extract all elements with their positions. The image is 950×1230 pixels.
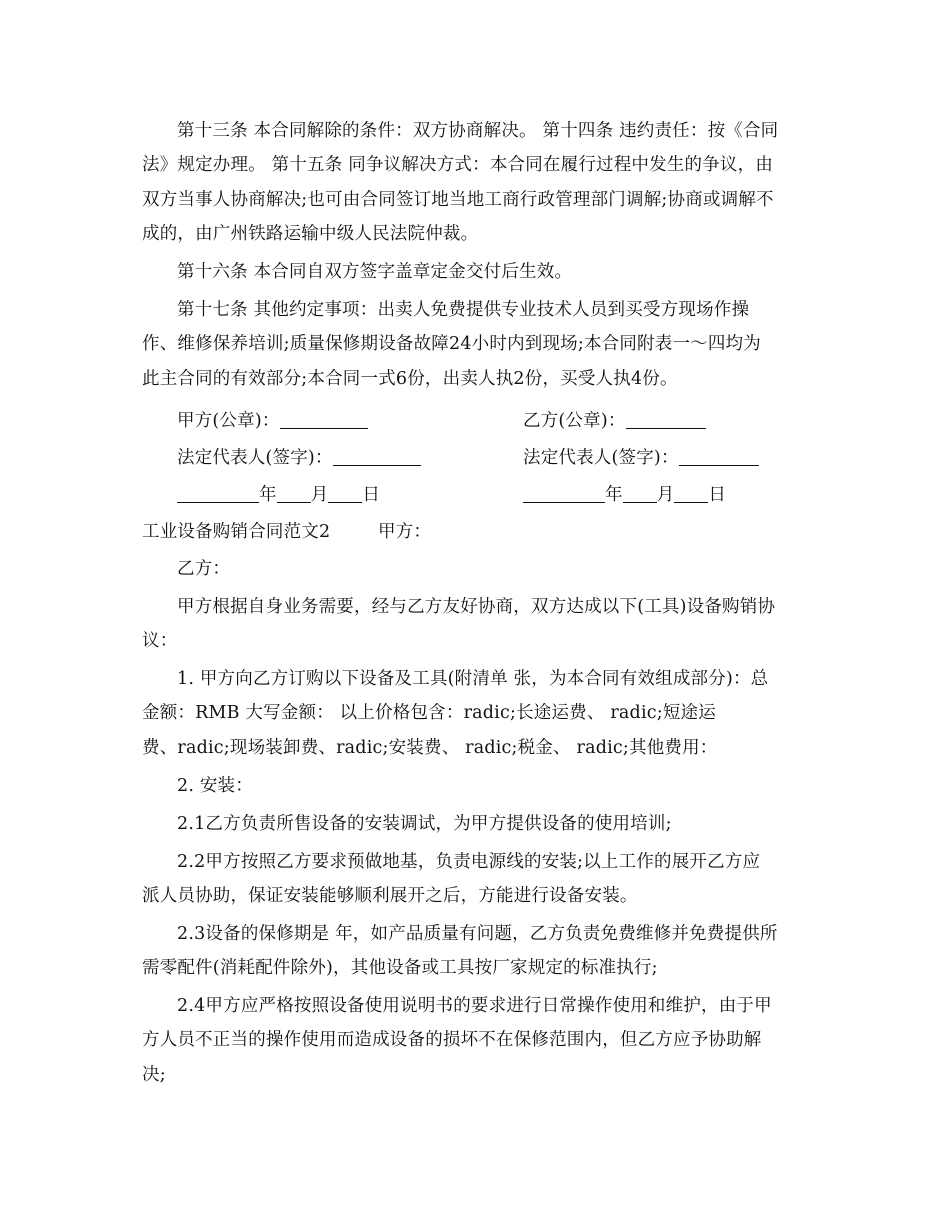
item2-4-line2: 方人员不正当的操作使用而造成设备的损坏不在保修范围内，但乙方应予协助解 <box>142 1030 762 1050</box>
item2-4-line3: 决; <box>142 1065 166 1085</box>
rep-b-label: 法定代表人(签字)： <box>523 448 679 468</box>
date-b-day-blank <box>674 484 708 503</box>
date-b-year-blank <box>523 484 605 503</box>
item1-line2: 金额：RMB 大写金额： 以上价格包含：radic;长途运费、 radic;短途运 <box>142 703 716 723</box>
date-b-month-blank <box>623 484 657 503</box>
date-a-month: 月 <box>310 485 329 505</box>
party-a-label: 甲方： <box>378 522 432 542</box>
para3-line1: 第十七条 其他约定事项：出卖人免费提供专业技术人员到买受方现场作操 <box>177 300 750 320</box>
date-a-line <box>177 483 380 507</box>
rep-b-line <box>523 446 759 470</box>
party-b-seal-blank <box>626 410 706 429</box>
para1-line1: 第十三条 本合同解除的条件：双方协商解决。 第十四条 违约责任：按《合同 <box>177 121 779 141</box>
item2-3-line1: 2.3设备的保修期是 年，如产品质量有问题，乙方负责免费维修并免费提供所 <box>177 924 778 944</box>
para2: 第十六条 本合同自双方签字盖章定金交付后生效。 <box>177 262 573 282</box>
intro-line2: 议： <box>142 631 178 651</box>
date-b-day: 日 <box>708 485 727 505</box>
date-b-month: 月 <box>656 485 675 505</box>
para1-line3: 双方当事人协商解决;也可由合同签订地当地工商行政管理部门调解;协商或调解不 <box>142 190 774 210</box>
item2-2-line1: 2.2甲方按照乙方要求预做地基，负责电源线的安装;以上工作的展开乙方应 <box>177 852 761 872</box>
date-b-line <box>523 483 726 507</box>
rep-a-label: 法定代表人(签字)： <box>177 448 333 468</box>
item2: 2. 安装： <box>177 776 253 796</box>
para3-line3: 此主合同的有效部分;本合同一式6份，出卖人执2份，买受人执4份。 <box>142 369 678 389</box>
rep-a-line <box>177 446 421 470</box>
date-a-day-blank <box>328 484 362 503</box>
party-a-seal-blank <box>280 410 368 429</box>
rep-b-blank <box>679 447 759 466</box>
item2-3-line2: 需零配件(消耗配件除外)，其他设备或工具按厂家规定的标准执行; <box>142 958 658 978</box>
para1-line4: 成的，由广州铁路运输中级人民法院仲裁。 <box>142 224 479 244</box>
item1-line3: 费、radic;现场装卸费、radic;安装费、 radic;税金、 radic;其他费用： <box>142 738 718 758</box>
date-a-month-blank <box>277 484 311 503</box>
contract2-title: 工业设备购销合同范文2 <box>142 522 331 542</box>
date-a-year: 年 <box>259 485 277 505</box>
date-a-year-blank <box>177 484 259 503</box>
para3-line2: 作、维修保养培训;质量保修期设备故障24小时内到现场;本合同附表一～四均为 <box>142 334 761 354</box>
party-a-seal-label: 甲方(公章)： <box>177 411 280 431</box>
party-b-label: 乙方： <box>177 559 231 579</box>
party-b-seal-label: 乙方(公章)： <box>523 411 626 431</box>
item2-2-line2: 派人员协助，保证安装能够顺利展开之后，方能进行设备安装。 <box>142 886 638 906</box>
item2-1: 2.1乙方负责所售设备的安装调试，为甲方提供设备的使用培训; <box>177 814 672 834</box>
party-b-seal-line <box>523 409 706 433</box>
rep-a-blank <box>333 447 421 466</box>
item1-line1: 1. 甲方向乙方订购以下设备及工具(附清单 张，为本合同有效组成部分)：总 <box>177 669 769 689</box>
item2-4-line1: 2.4甲方应严格按照设备使用说明书的要求进行日常操作使用和维护，由于甲 <box>177 996 772 1016</box>
intro-line1: 甲方根据自身业务需要，经与乙方友好协商，双方达成以下(工具)设备购销协 <box>177 597 776 617</box>
party-a-seal-line <box>177 409 368 433</box>
para1-line2: 法》规定办理。 第十五条 同争议解决方式：本合同在履行过程中发生的争议，由 <box>142 155 774 175</box>
date-b-year: 年 <box>605 485 623 505</box>
date-a-day: 日 <box>362 485 381 505</box>
